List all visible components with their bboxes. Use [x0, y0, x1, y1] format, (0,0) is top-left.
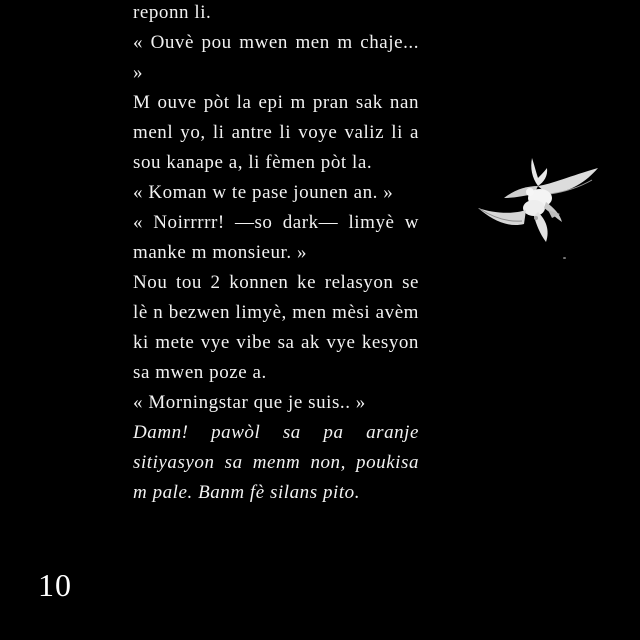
- paragraph: « Ouvè pou mwen men m chaje... »: [133, 32, 419, 83]
- paragraph: « Koman w te pase jounen an. »: [133, 182, 394, 203]
- paragraph: « Noirrrrr! —so dark— limyè w manke m monsieur. »: [133, 212, 419, 263]
- paragraph: reponn li.: [133, 2, 212, 23]
- paragraph-italic: Damn! pawòl sa pa aranje sitiyasyon sa menm non, poukisa m pale. Banm fè silans pito.: [133, 422, 419, 503]
- page-number: 10: [38, 567, 72, 603]
- paragraph: M ouve pòt la epi m pran sak nan menl yo, li antre li voye valiz li a sou kanape a, li fèmen pòt la.: [133, 92, 419, 173]
- paragraph: Nou tou 2 konnen ke relasyon se lè n bezwen limyè, men mèsi avèm ki mete vye vibe sa ak vye kesyon sa mwen poze a.: [133, 272, 419, 383]
- white-doves-icon: [474, 148, 602, 248]
- sparkle-dot: [563, 257, 566, 259]
- paragraph: « Morningstar que je suis.. »: [133, 392, 366, 413]
- story-text: [133, 0, 419, 508]
